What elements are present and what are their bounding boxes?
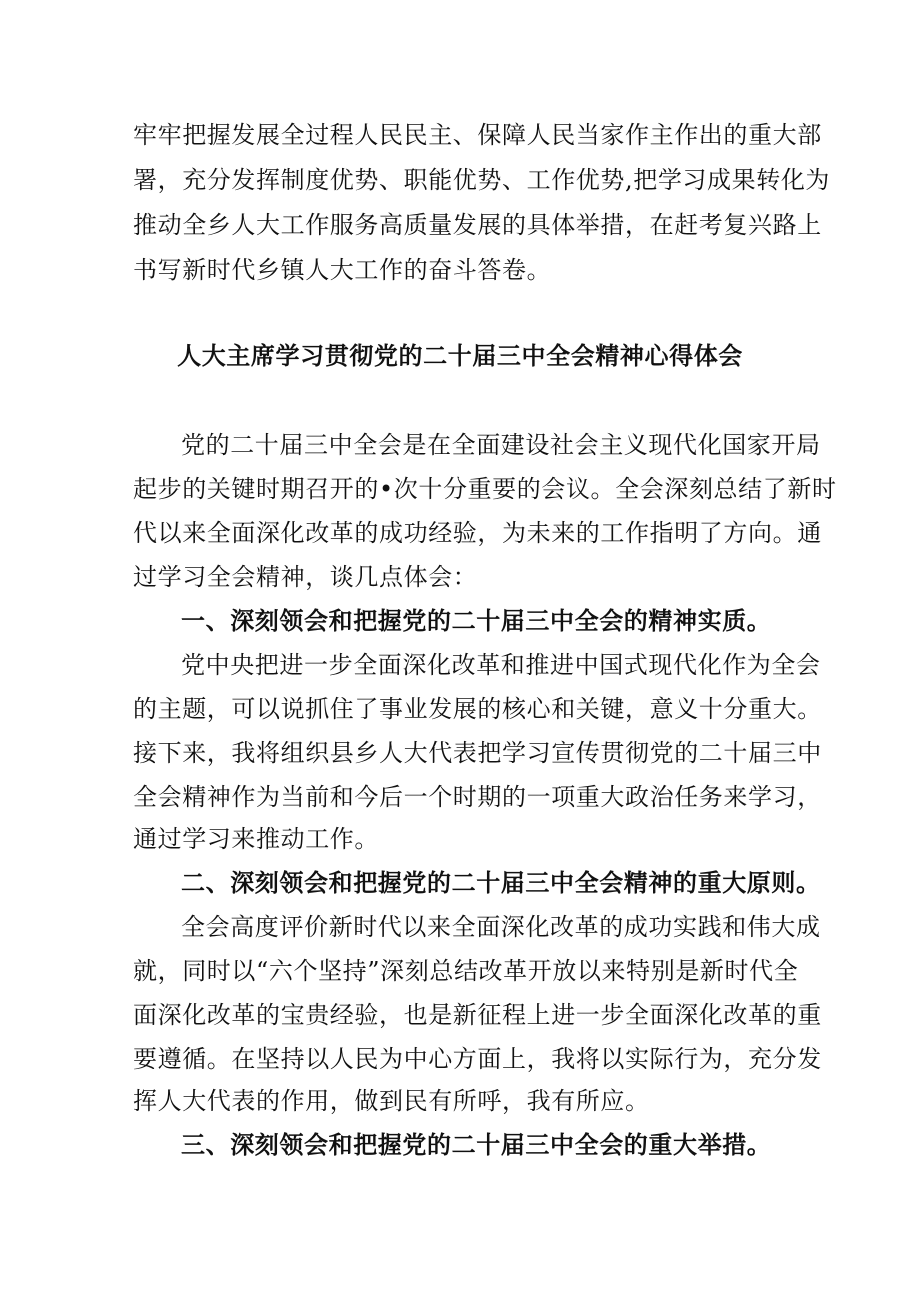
intro-line-4: 书写新时代乡镇人大工作的奋斗答卷。 — [133, 256, 552, 284]
para2-line-2: 的主题，可以说抓住了事业发展的核心和关键，意义十分重大。 — [133, 695, 822, 723]
para3-line-2: 就，同时以“六个坚持”深刻总结改革开放以来特别是新时代全 — [133, 957, 799, 985]
para1-line-4: 过学习全会精神，谈几点体会： — [133, 563, 478, 591]
para3-line-1: 全会高度评价新时代以来全面深化改革的成功实践和伟大成 — [181, 913, 821, 941]
para1-line-1: 党的二十届三中全会是在全面建设社会主义现代化国家开局 — [181, 431, 821, 459]
para1-line-3: 代以来全面深化改革的成功经验，为未来的工作指明了方向。通 — [133, 519, 822, 547]
intro-line-3: 推动全乡人大工作服务高质量发展的具体举措，在赶考复兴路上 — [133, 211, 822, 239]
section-heading-1: 一、深刻领会和把握党的二十届三中全会的精神实质。 — [181, 606, 772, 635]
para2-line-5: 通过学习来推动工作。 — [133, 825, 379, 853]
intro-line-1: 牢牢把握发展全过程人民民主、保障人民当家作主作出的重大部 — [133, 121, 822, 149]
para3-line-5: 挥人大代表的作用，做到民有所呼，我有所应。 — [133, 1087, 650, 1115]
intro-line-2: 署，充分发挥制度优势、职能优势、工作优势,把学习成果转化为 — [133, 166, 831, 194]
document-title: 人大主席学习贯彻党的二十届三中全会精神心得体会 — [177, 341, 743, 370]
section-heading-2: 二、深刻领会和把握党的二十届三中全会精神的重大原则。 — [181, 868, 821, 897]
para2-line-4: 全会精神作为当前和今后一个时期的一项重大政治任务来学习， — [133, 783, 822, 811]
para3-line-4: 要遵循。在坚持以人民为中心方面上，我将以实际行为，充分发 — [133, 1045, 822, 1073]
para2-line-3: 接下来，我将组织县乡人大代表把学习宣传贯彻党的二十届三中 — [133, 739, 822, 767]
para1-line-2: 起步的关键时期召开的•次十分重要的会议。全会深刻总结了新时 — [133, 475, 837, 503]
section-heading-3: 三、深刻领会和把握党的二十届三中全会的重大举措。 — [181, 1130, 772, 1159]
para3-line-3: 面深化改革的宝贵经验，也是新征程上进一步全面深化改革的重 — [133, 1001, 822, 1029]
para2-line-1: 党中央把进一步全面深化改革和推进中国式现代化作为全会 — [181, 651, 821, 679]
